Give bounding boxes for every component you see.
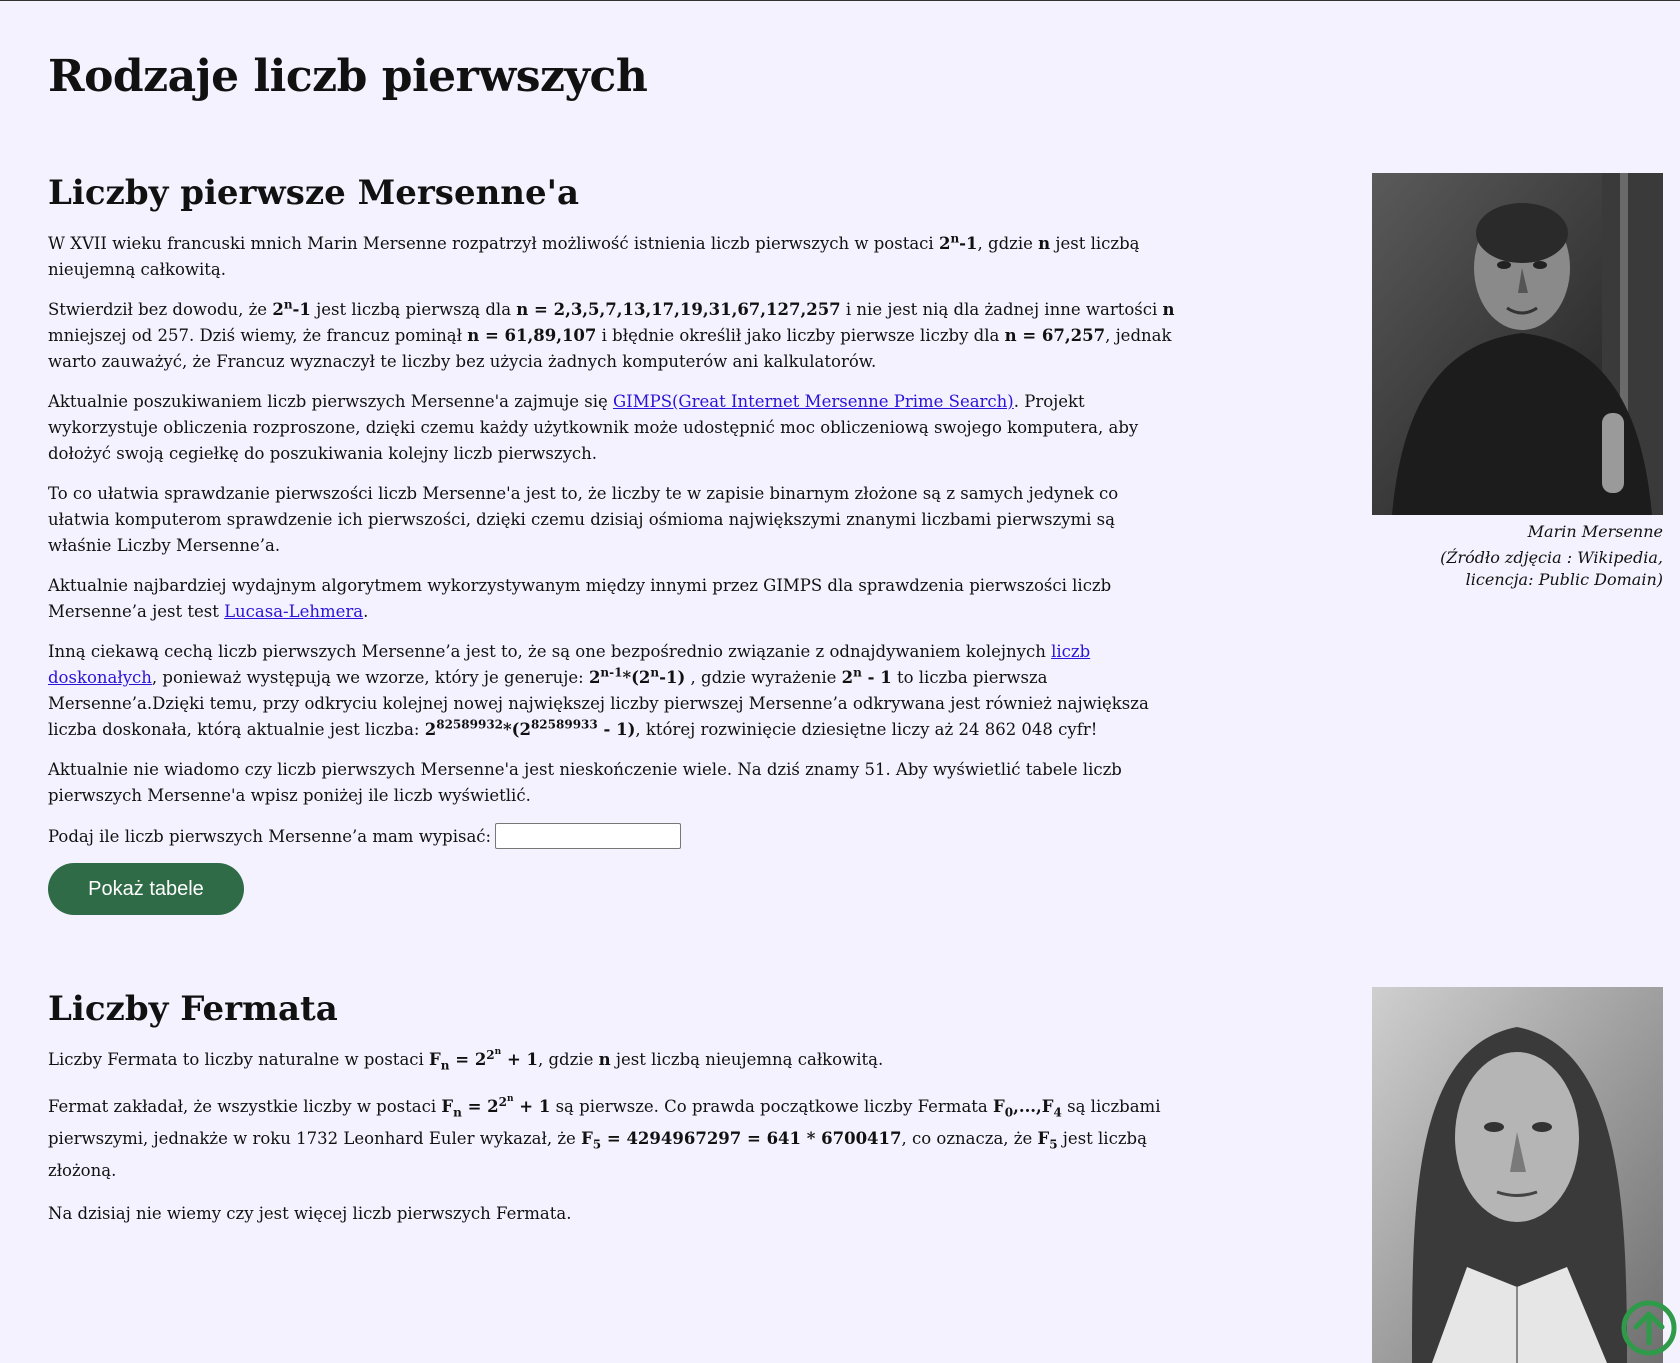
mersenne-paragraph-2: Stwierdził bez dowodu, że 2$^n$-1 jest liczbą pierwszą dla n = 2,3,5,7,13,17,19,31,67,127,257 i nie jest nią dla żadnej inne wartości n mniejszej od 257. Dziś wiemy, że francuz pominął n = 61,89,107 i błędnie określił jako liczby pierwsze liczby dla n = 67,257, jednak warto zauważyć, że Francuz wyznaczył te liczby bez użycia żadnych komputerów ani kalkulatorów.: [48, 297, 1175, 371]
mersenne-paragraph-7: Aktualnie nie wiadomo czy liczb pierwszych Mersenne'a jest nieskończenie wiele. Na dziś znamy 51. Aby wyświetlić tabele liczb pierwszych Mersenne'a wpisz poniżej ile liczb wyświetlić.: [48, 760, 1122, 805]
perfect-numbers-link[interactable]: liczb doskonałych: [48, 642, 1091, 687]
mersenne-paragraph-3: Aktualnie poszukiwaniem liczb pierwszych Mersenne'a zajmuje się GIMPS(Great Internet Mersenne Prime Search). Projekt wykorzystuje obliczenia rozproszone, dzięki czemu każdy użytkownik może udostępnić moc obliczeniową swojego komputera, aby dołożyć swoją cegiełkę do poszukiwania kolejny liczb pierwszych.: [48, 392, 1139, 463]
lucas-lehmer-link[interactable]: Lucasa-Lehmera: [224, 602, 364, 621]
mersenne-paragraph-5: Aktualnie najbardziej wydajnym algorytmem wykorzystywanym między innymi przez GIMPS dla sprawdzenia pierwszości liczb Mersenne’a jest test Lucasa-Lehmera.: [48, 576, 1112, 621]
show-table-button[interactable]: Pokaż tabele: [48, 863, 244, 915]
arrow-up-circle-icon[interactable]: [1620, 1299, 1678, 1357]
mersenne-heading: Liczby pierwsze Mersenne'a: [48, 173, 580, 213]
count-input[interactable]: [495, 823, 681, 849]
fermat-heading: Liczby Fermata: [48, 989, 338, 1029]
count-input-label: Podaj ile liczb pierwszych Mersenne’a mam wypisać:: [48, 826, 492, 846]
mersenne-figure: [1372, 173, 1663, 591]
mersenne-portrait: [1372, 173, 1663, 515]
mersenne-paragraph-6: Inną ciekawą cechą liczb pierwszych Mersenne’a jest to, że są one bezpośrednio związanie z odnajdywaniem kolejnych liczb doskonałych, ponieważ występują we wzorze, który je generuje: 2$^{n-1}$*(2$^n$-1) , gdzie wyrażenie 2$^n$ - 1 to liczba pierwsza Mersenne’a.Dzięki temu, przy odkryciu kolejnej nowej największej liczby pierwszej Mersenne’a odkrywana jest również największa liczba doskonała, którą aktualnie jest liczba: $2^{82589932}*(2^{82589933} - 1)$, której rozwinięcie dziesiętne liczy aż 24 862 048 cyfr!: [48, 642, 1149, 739]
fermat-section: [48, 989, 1178, 1241]
fermat-paragraph-3: Na dzisiaj nie wiemy czy jest więcej liczb pierwszych Fermata.: [48, 1204, 572, 1223]
page-title: Rodzaje liczb pierwszych: [48, 51, 648, 102]
gimps-link[interactable]: GIMPS(Great Internet Mersenne Prime Search): [613, 392, 1014, 411]
mersenne-section: [48, 173, 1178, 915]
mersenne-caption: [1372, 521, 1663, 591]
mersenne-caption-name: Marin Mersenne: [1527, 522, 1663, 541]
mersenne-paragraph-4: To co ułatwia sprawdzanie pierwszości liczb Mersenne'a jest to, że liczby te w zapisie binarnym złożone są z samych jedynek co ułatwia komputerom sprawdzenie ich pierwszości, dzięki czemu dzisiaj ośmioma największymi znanymi liczbami pierwszymi są właśnie Liczby Mersenne’a.: [48, 484, 1119, 555]
mersenne-caption-source: (Źródło zdjęcia : Wikipedia, licencja: Public Domain): [1440, 548, 1663, 589]
fermat-paragraph-1: Liczby Fermata to liczby naturalne w postaci $F_n = 2^{2^n} + 1$, gdzie n jest liczbą nieujemną całkowitą.: [48, 1046, 884, 1073]
count-input-row: [48, 823, 1178, 849]
mersenne-paragraph-1: W XVII wieku francuski mnich Marin Mersenne rozpatrzył możliwość istnienia liczb pierwszych w postaci 2$^n$-1, gdzie n jest liczbą nieujemną całkowitą.: [48, 231, 1140, 279]
fermat-paragraph-2: Fermat zakładał, że wszystkie liczby w postaci $F_n = 2^{2^n} + 1$ są pierwsze. Co prawda początkowe liczby Fermata $F_0,...,F_4$ są liczbami pierwszymi, jednakże w roku 1732 Leonhard Euler wykazał, że $F_5 = 4294967297 = 641 * 6700417$, co oznacza, że $F_5$ jest liczbą złożoną.: [48, 1093, 1161, 1180]
